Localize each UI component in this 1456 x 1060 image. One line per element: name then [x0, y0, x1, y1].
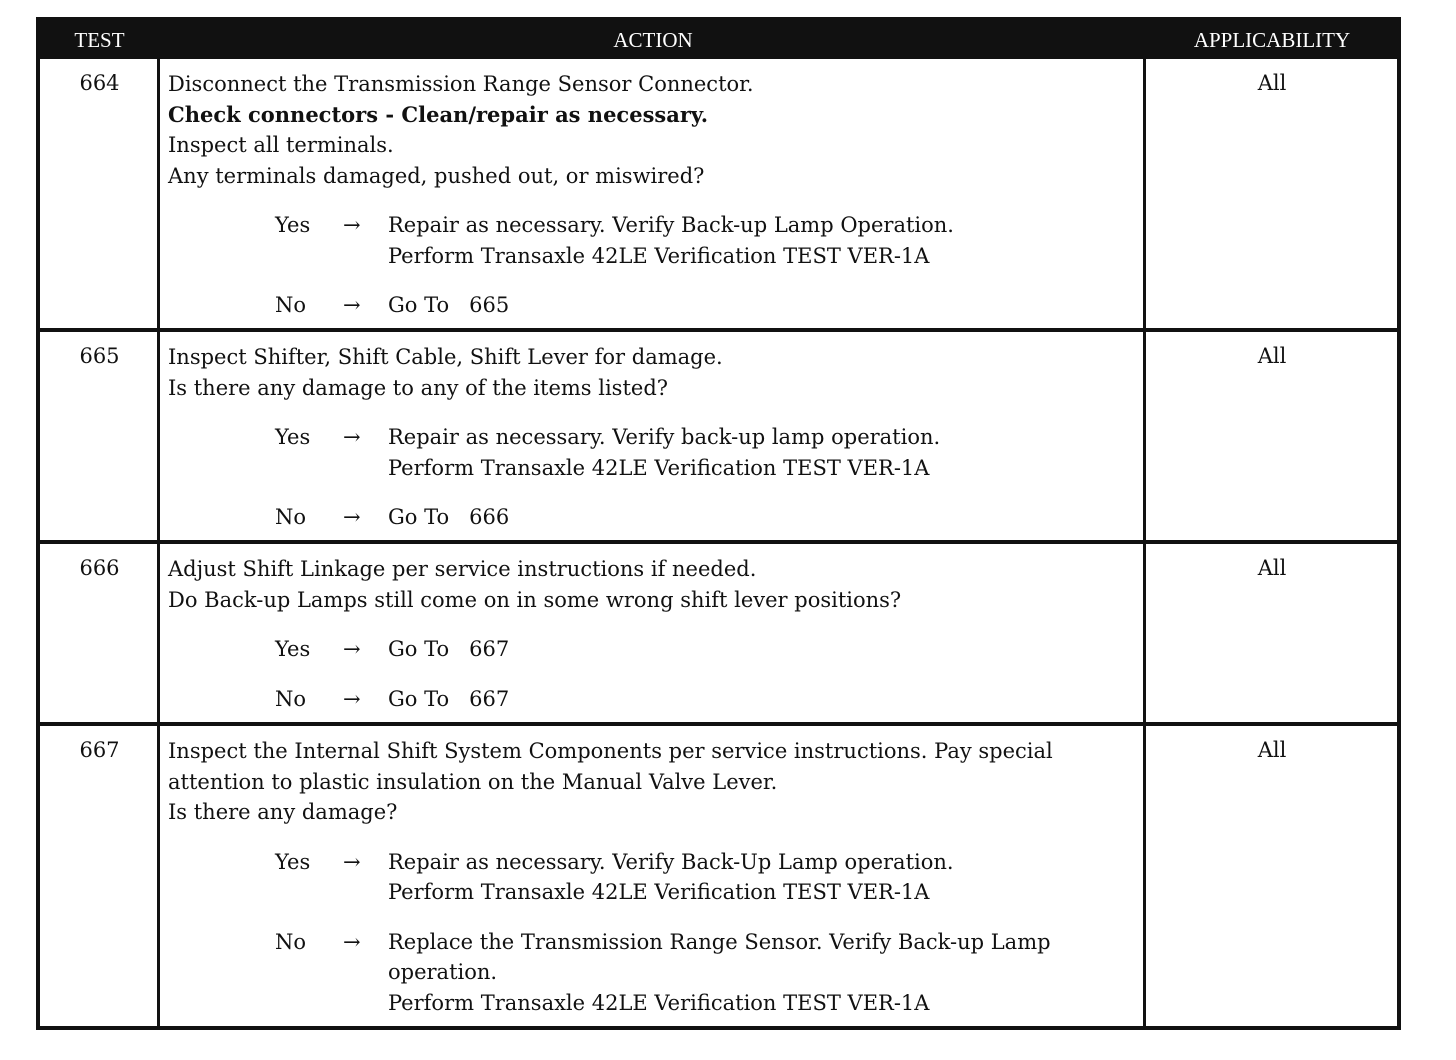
test-number: 665: [79, 344, 120, 368]
applicability: All: [1257, 344, 1287, 368]
table-row: [40, 544, 1397, 722]
table-row: [40, 59, 1397, 328]
action-line: Is there any damage to any of the items listed?: [168, 375, 669, 400]
arrow-icon: →: [343, 213, 361, 237]
action-cell: [168, 736, 1143, 1018]
action-line: Adjust Shift Linkage per service instructions if needed.: [168, 557, 757, 581]
yes-label: Yes: [275, 213, 311, 237]
result-line: Go To 665: [388, 293, 510, 317]
result-line: Perform Transaxle 42LE Verification TEST VER-1A: [388, 455, 930, 480]
header-test: TEST: [74, 28, 125, 52]
no-label: No: [275, 293, 307, 317]
action-cell: [168, 554, 1143, 714]
yes-result: [388, 210, 1143, 271]
action-line: Inspect all terminals.: [168, 133, 394, 157]
action-line: Check connectors - Clean/repair as necessary.: [168, 101, 709, 127]
yes-result: [388, 634, 1143, 665]
action-line: Is there any damage?: [168, 800, 398, 824]
no-label: No: [275, 929, 307, 954]
applicability: All: [1257, 738, 1287, 762]
arrow-icon: →: [343, 505, 361, 529]
no-branch: [168, 502, 1143, 533]
table-row: [40, 726, 1397, 1030]
result-line: Go To 667: [388, 686, 510, 711]
action-line: Inspect the Internal Shift System Components per service instructions. Pay special: [168, 739, 1053, 763]
test-number: 666: [79, 556, 120, 580]
applicability: All: [1257, 71, 1287, 95]
result-line: Repair as necessary. Verify Back-Up Lamp operation.: [388, 849, 954, 874]
arrow-icon: →: [343, 293, 361, 317]
yes-label: Yes: [275, 849, 311, 874]
no-branch: [168, 927, 1143, 1019]
yes-branch: [168, 210, 1143, 271]
no-branch: [168, 290, 1143, 321]
result-line: Perform Transaxle 42LE Verification TEST VER-1A: [388, 880, 930, 904]
no-result: [388, 927, 1143, 1019]
result-line: operation.: [388, 960, 498, 984]
no-result: [388, 502, 1143, 533]
result-line: Replace the Transmission Range Sensor. Verify Back-up Lamp: [388, 929, 1051, 954]
result-line: Go To 667: [388, 637, 510, 661]
diagnostic-table: [36, 17, 1401, 1030]
yes-result: [388, 422, 1143, 483]
arrow-icon: →: [343, 637, 361, 661]
result-line: Perform Transaxle 42LE Verification TEST VER-1A: [388, 990, 930, 1015]
header-action: ACTION: [613, 28, 693, 52]
yes-label: Yes: [275, 425, 311, 449]
yes-label: Yes: [275, 637, 311, 661]
table-header: [40, 21, 1397, 59]
action-line: Inspect Shifter, Shift Cable, Shift Lever for damage.: [168, 345, 723, 369]
test-number: 667: [79, 738, 120, 762]
yes-branch: [168, 847, 1143, 908]
no-result: [388, 684, 1143, 715]
no-label: No: [275, 686, 307, 711]
test-number: 664: [79, 71, 120, 95]
no-label: No: [275, 505, 307, 529]
action-line: attention to plastic insulation on the Manual Valve Lever.: [168, 769, 778, 794]
no-branch: [168, 684, 1143, 715]
arrow-icon: →: [343, 686, 361, 711]
header-applicability: APPLICABILITY: [1193, 28, 1351, 52]
arrow-icon: →: [343, 929, 361, 954]
action-line: Any terminals damaged, pushed out, or miswired?: [168, 163, 705, 188]
arrow-icon: →: [343, 425, 361, 449]
result-line: Go To 666: [388, 505, 510, 529]
yes-branch: [168, 634, 1143, 665]
action-line: Disconnect the Transmission Range Sensor Connector.: [168, 72, 754, 96]
action-cell: [168, 342, 1143, 533]
result-line: Perform Transaxle 42LE Verification TEST VER-1A: [388, 243, 930, 268]
applicability: All: [1257, 556, 1287, 580]
arrow-icon: →: [343, 849, 361, 874]
no-result: [388, 290, 1143, 321]
table-row: [40, 332, 1397, 540]
yes-result: [388, 847, 1143, 908]
action-cell: [168, 69, 1143, 321]
result-line: Repair as necessary. Verify Back-up Lamp Operation.: [388, 213, 954, 237]
yes-branch: [168, 422, 1143, 483]
result-line: Repair as necessary. Verify back-up lamp operation.: [388, 425, 941, 449]
action-line: Do Back-up Lamps still come on in some wrong shift lever positions?: [168, 587, 902, 612]
